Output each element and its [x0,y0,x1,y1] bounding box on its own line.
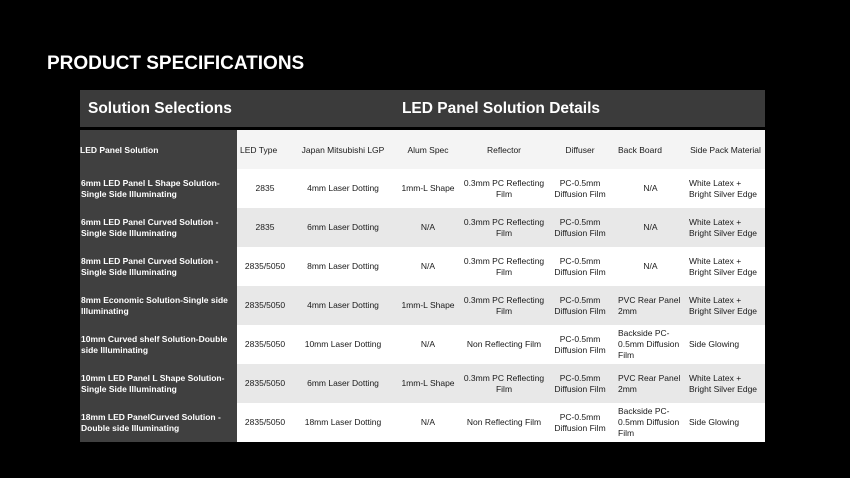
table-row [80,403,765,442]
header-solution-selections: Solution Selections [80,90,237,129]
table-row [80,169,765,208]
table-cell: 2835/5050 [237,403,293,442]
table-cell: N/A [393,325,463,364]
table-cell: 10mm LED Panel L Shape Solution-Single Side Illuminating [80,364,237,403]
table-cell: White Latex + Bright Silver Edge [686,364,765,403]
table-cell: PC-0.5mm Diffusion Film [545,169,615,208]
table-cell: 0.3mm PC Reflecting Film [463,364,545,403]
table-cell: 4mm Laser Dotting [293,169,393,208]
table-cell: 8mm Laser Dotting [293,247,393,286]
column-header-row [80,129,765,170]
table-cell: 1mm-L Shape [393,364,463,403]
table-cell: Side Glowing [686,403,765,442]
table-cell: 1mm-L Shape [393,286,463,325]
table-cell: 2835 [237,169,293,208]
table-cell: 2835/5050 [237,364,293,403]
table-cell: 0.3mm PC Reflecting Film [463,169,545,208]
table-cell: PC-0.5mm Diffusion Film [545,208,615,247]
table-row [80,364,765,403]
table-row [80,247,765,286]
table-cell: 10mm Curved shelf Solution-Double side Illuminating [80,325,237,364]
table-cell: White Latex + Bright Silver Edge [686,208,765,247]
column-header: Diffuser [545,129,615,170]
table-cell: 18mm LED PanelCurved Solution - Double side Illuminating [80,403,237,442]
table-cell: PC-0.5mm Diffusion Film [545,364,615,403]
table-cell: 6mm LED Panel L Shape Solution-Single Side Illuminating [80,169,237,208]
table-cell: 1mm-L Shape [393,169,463,208]
table-cell: PC-0.5mm Diffusion Film [545,286,615,325]
column-header: LED Panel Solution [80,129,237,170]
column-header: Side Pack Material [686,129,765,170]
slide-title: PRODUCT SPECIFICATIONS [47,53,305,74]
spec-table [80,90,765,442]
table-cell: PC-0.5mm Diffusion Film [545,247,615,286]
table-cell: 2835/5050 [237,325,293,364]
table-cell: N/A [393,247,463,286]
table-cell: 0.3mm PC Reflecting Film [463,247,545,286]
table-cell: N/A [615,208,686,247]
table-cell: 0.3mm PC Reflecting Film [463,286,545,325]
table-header-row [80,90,765,129]
table-cell: 8mm Economic Solution-Single side Illuminating [80,286,237,325]
column-header: Reflector [463,129,545,170]
column-header: Japan Mitsubishi LGP [293,129,393,170]
table-cell: Backside PC-0.5mm Diffusion Film [615,403,686,442]
table-cell: 18mm Laser Dotting [293,403,393,442]
table-cell: PC-0.5mm Diffusion Film [545,403,615,442]
table-cell: PVC Rear Panel 2mm [615,364,686,403]
header-panel-details: LED Panel Solution Details [237,90,765,129]
table-cell: N/A [615,169,686,208]
table-cell: 2835 [237,208,293,247]
table-cell: N/A [615,247,686,286]
table-cell: 6mm Laser Dotting [293,364,393,403]
table-cell: Non Reflecting Film [463,403,545,442]
column-header: LED Type [237,129,293,170]
table-row [80,286,765,325]
table-cell: 2835/5050 [237,247,293,286]
table-cell: White Latex + Bright Silver Edge [686,286,765,325]
table-cell: Non Reflecting Film [463,325,545,364]
table-cell: Backside PC-0.5mm Diffusion Film [615,325,686,364]
table-cell: PC-0.5mm Diffusion Film [545,325,615,364]
table-cell: N/A [393,403,463,442]
table-cell: N/A [393,208,463,247]
table-cell: 4mm Laser Dotting [293,286,393,325]
table-cell: 0.3mm PC Reflecting Film [463,208,545,247]
table-cell: White Latex + Bright Silver Edge [686,247,765,286]
table-row [80,208,765,247]
table-cell: Side Glowing [686,325,765,364]
table-cell: 8mm LED Panel Curved Solution - Single Side Illuminating [80,247,237,286]
table-cell: 6mm LED Panel Curved Solution - Single Side Illuminating [80,208,237,247]
table-cell: 6mm Laser Dotting [293,208,393,247]
table-cell: 2835/5050 [237,286,293,325]
table-cell: White Latex + Bright Silver Edge [686,169,765,208]
table-cell: PVC Rear Panel 2mm [615,286,686,325]
column-header: Alum Spec [393,129,463,170]
table-row [80,325,765,364]
column-header: Back Board [615,129,686,170]
table-cell: 10mm Laser Dotting [293,325,393,364]
